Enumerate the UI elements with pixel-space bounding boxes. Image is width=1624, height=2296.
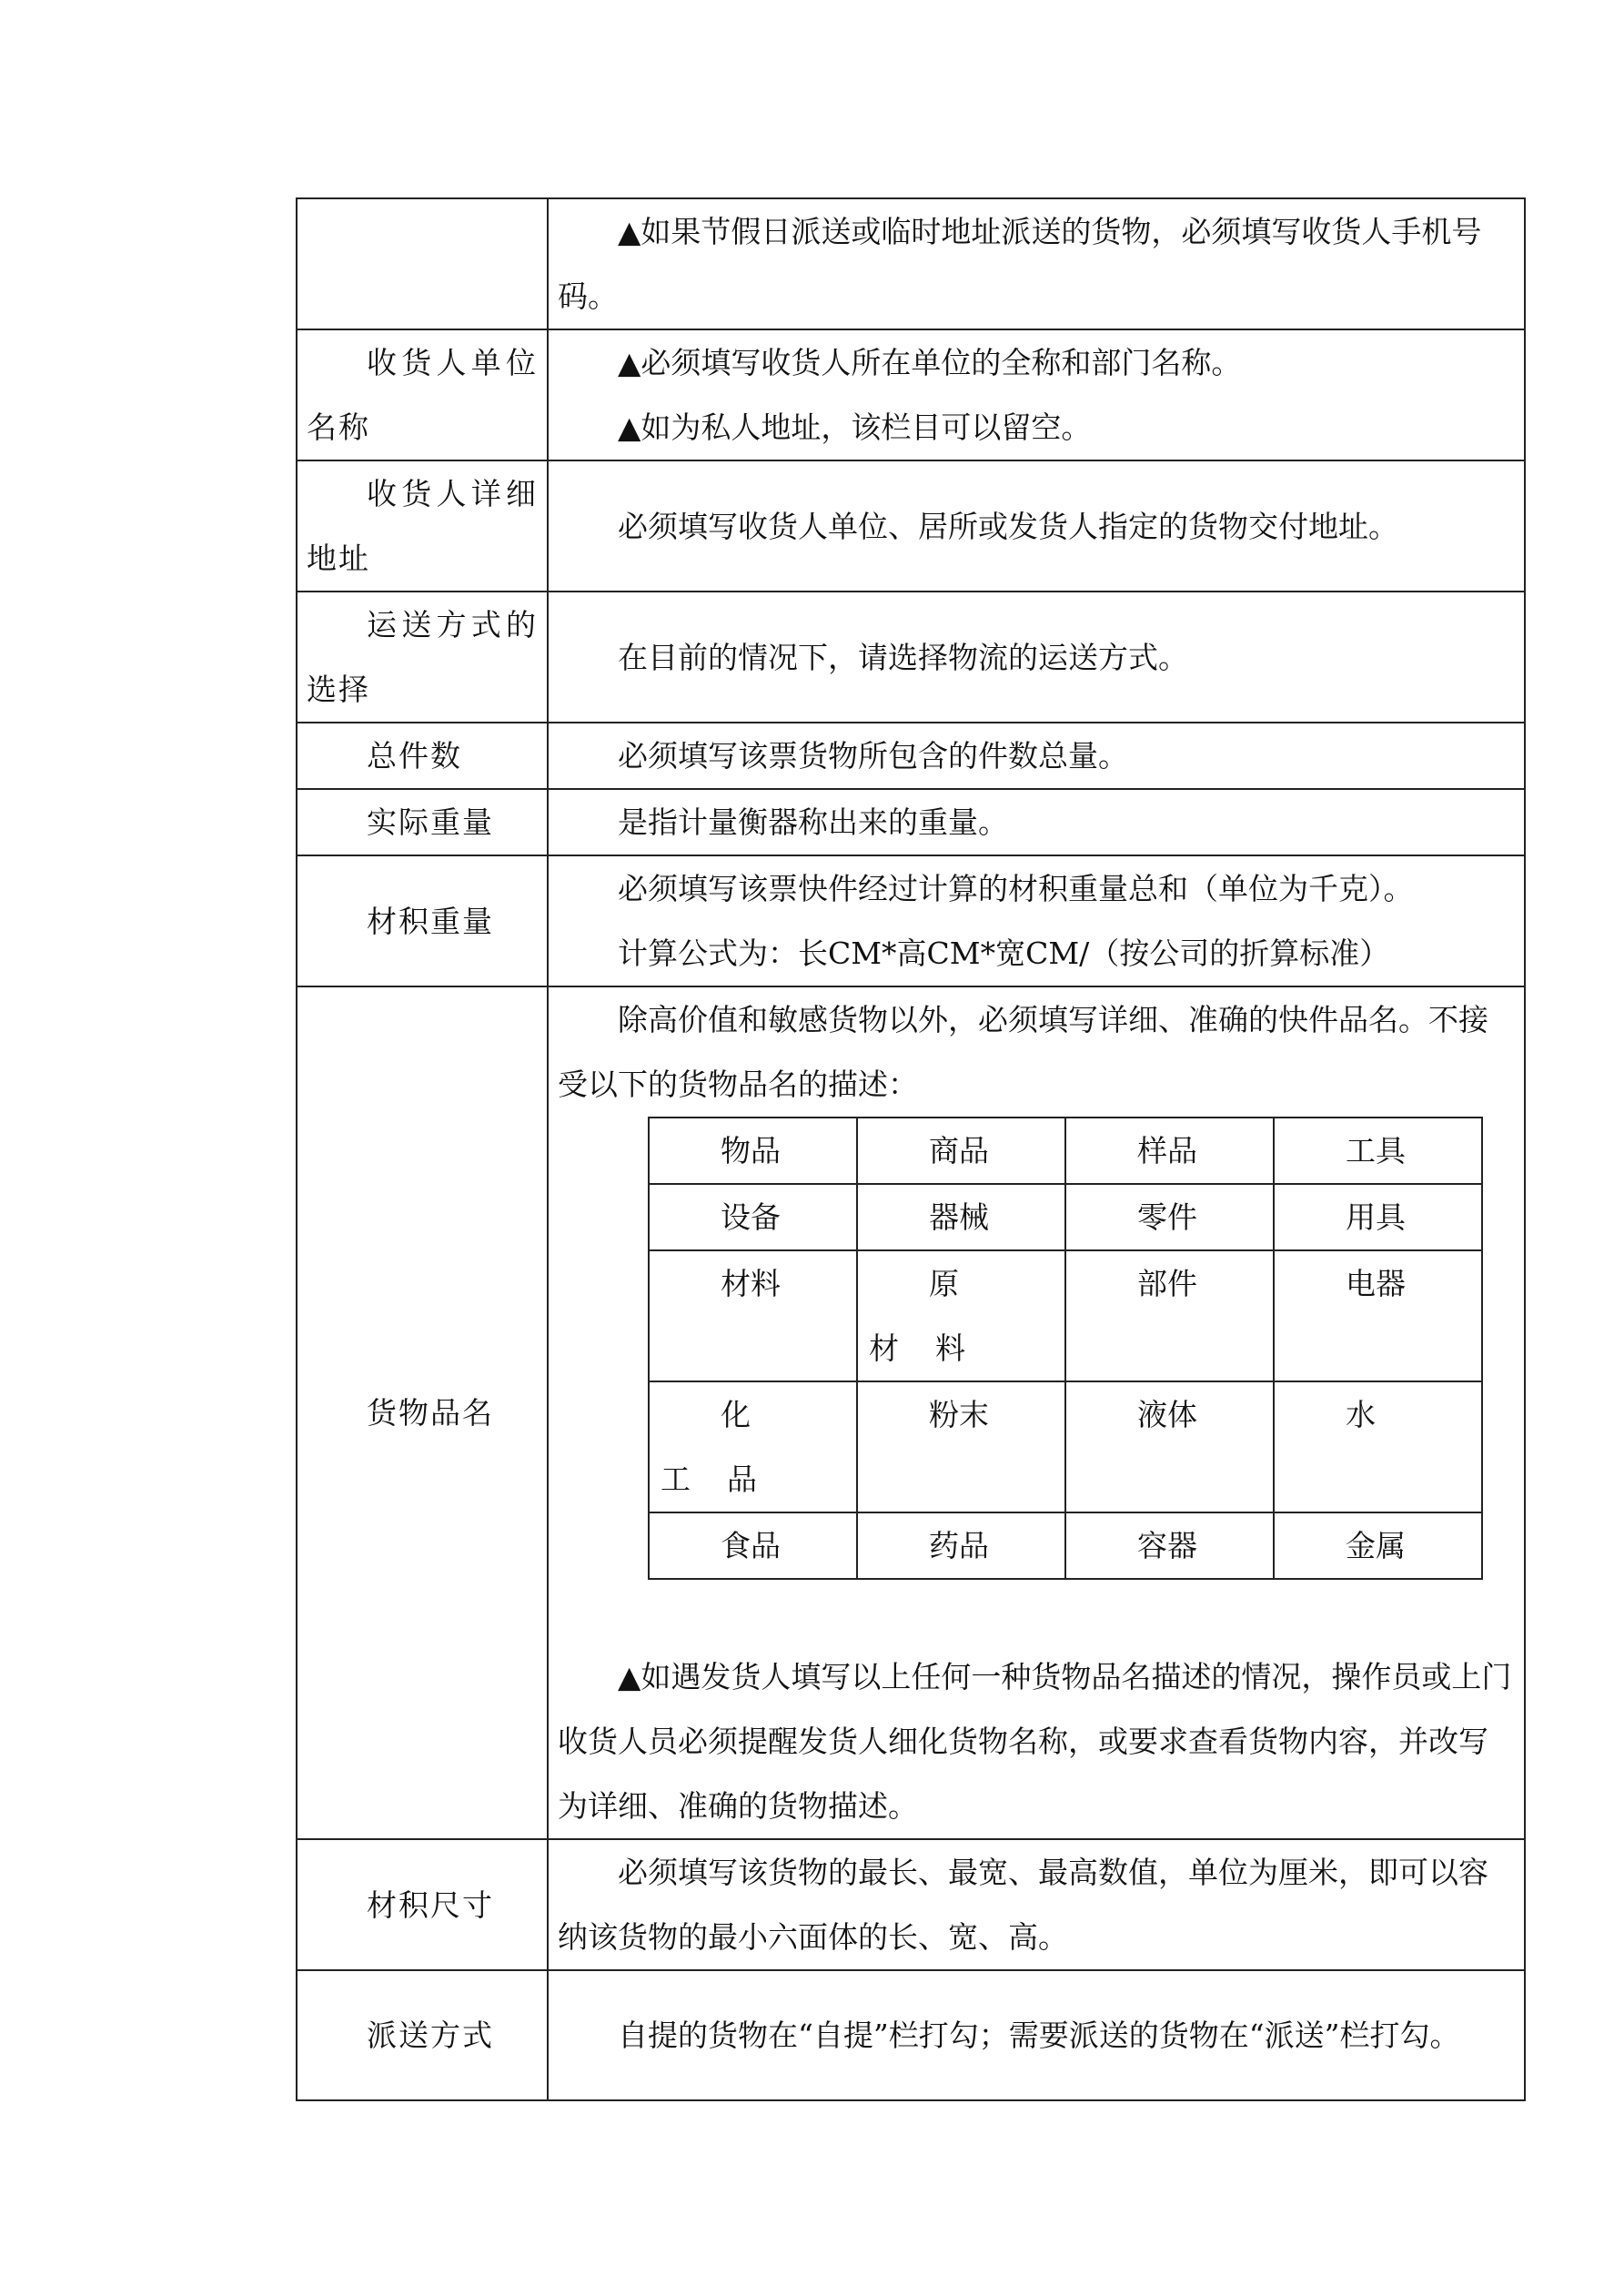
description-line: 在目前的情况下，请选择物流的运送方式。 bbox=[618, 639, 1188, 675]
goods-cell: 金属 bbox=[1274, 1512, 1482, 1579]
field-label: 总件数 bbox=[297, 723, 548, 789]
goods-cell: 商品 bbox=[857, 1118, 1065, 1184]
field-description bbox=[548, 592, 1525, 723]
waybill-instructions-table bbox=[296, 197, 1526, 2101]
goods-row bbox=[649, 1381, 1482, 1512]
table-row bbox=[297, 460, 1525, 592]
goods-cell: 化工品 bbox=[649, 1381, 857, 1512]
field-description bbox=[548, 723, 1525, 789]
field-description bbox=[548, 789, 1525, 855]
goods-cell: 粉末 bbox=[857, 1381, 1065, 1512]
description-line: ▲如果节假日派送或临时地址派送的货物，必须填写收货人手机号码。 bbox=[558, 214, 1482, 314]
goods-cell: 药品 bbox=[857, 1512, 1065, 1579]
description-line: ▲必须填写收货人所在单位的全称和部门名称。 bbox=[618, 345, 1242, 380]
table-row bbox=[297, 592, 1525, 723]
description-line: 必须填写该票快件经过计算的材积重量总和（单位为千克）。 bbox=[618, 871, 1414, 906]
goods-cell: 物品 bbox=[649, 1118, 857, 1184]
field-label: 材积重量 bbox=[297, 855, 548, 986]
table-row bbox=[297, 329, 1525, 460]
field-description bbox=[548, 329, 1525, 460]
table-row bbox=[297, 198, 1525, 329]
field-label: 货物品名 bbox=[297, 986, 548, 1839]
table-row bbox=[297, 789, 1525, 855]
goods-cell: 水 bbox=[1274, 1381, 1482, 1512]
goods-row bbox=[649, 1118, 1482, 1184]
goods-cell: 电器 bbox=[1274, 1250, 1482, 1381]
field-label: 派送方式 bbox=[297, 1970, 548, 2100]
description-line: 必须填写该货物的最长、最宽、最高数值，单位为厘米，即可以容纳该货物的最小六面体的长、宽、高。 bbox=[558, 1855, 1488, 1955]
goods-cell: 部件 bbox=[1065, 1250, 1274, 1381]
description-line: ▲如遇发货人填写以上任何一种货物品名描述的情况，操作员或上门收货人员必须提醒发货人细化货物名称，或要求查看货物内容，并改写为详细、准确的货物描述。 bbox=[558, 1659, 1512, 1824]
description-line: 除高价值和敏感货物以外，必须填写详细、准确的快件品名。不接受以下的货物品名的描述： bbox=[558, 1002, 1488, 1102]
goods-cell: 材料 bbox=[649, 1250, 857, 1381]
goods-cell: 原材料 bbox=[857, 1250, 1065, 1381]
field-label: 收货人详细地址 bbox=[297, 460, 548, 592]
table-row bbox=[297, 986, 1525, 1839]
field-label: 实际重量 bbox=[297, 789, 548, 855]
field-description bbox=[548, 855, 1525, 986]
description-line: 自提的货物在“自提”栏打勾；需要派送的货物在“派送”栏打勾。 bbox=[618, 2018, 1460, 2053]
goods-row bbox=[649, 1250, 1482, 1381]
goods-cell: 食品 bbox=[649, 1512, 857, 1579]
goods-row bbox=[649, 1512, 1482, 1579]
field-description bbox=[548, 986, 1525, 1839]
goods-row bbox=[649, 1184, 1482, 1250]
description-line: ▲如为私人地址，该栏目可以留空。 bbox=[618, 410, 1092, 445]
field-description bbox=[548, 1839, 1525, 1970]
description-line: 必须填写该票货物所包含的件数总量。 bbox=[618, 738, 1128, 774]
field-description bbox=[548, 460, 1525, 592]
field-label: 运送方式的选择 bbox=[297, 592, 548, 723]
description-line: 计算公式为：长CM*高CM*宽CM/（按公司的折算标准） bbox=[618, 936, 1390, 971]
rejected-goods-names-table bbox=[648, 1117, 1483, 1580]
goods-cell: 样品 bbox=[1065, 1118, 1274, 1184]
table-row bbox=[297, 723, 1525, 789]
goods-cell: 工具 bbox=[1274, 1118, 1482, 1184]
goods-cell: 用具 bbox=[1274, 1184, 1482, 1250]
field-label bbox=[297, 198, 548, 329]
table-row bbox=[297, 1839, 1525, 1970]
goods-cell: 液体 bbox=[1065, 1381, 1274, 1512]
description-line: 是指计量衡器称出来的重量。 bbox=[618, 804, 1008, 840]
table-row bbox=[297, 1970, 1525, 2100]
goods-cell: 零件 bbox=[1065, 1184, 1274, 1250]
goods-cell: 容器 bbox=[1065, 1512, 1274, 1579]
field-description bbox=[548, 1970, 1525, 2100]
goods-cell: 设备 bbox=[649, 1184, 857, 1250]
field-description bbox=[548, 198, 1525, 329]
table-row bbox=[297, 855, 1525, 986]
field-label: 收货人单位名称 bbox=[297, 329, 548, 460]
field-label: 材积尺寸 bbox=[297, 1839, 548, 1970]
description-line: 必须填写收货人单位、居所或发货人指定的货物交付地址。 bbox=[618, 508, 1398, 544]
goods-cell: 器械 bbox=[857, 1184, 1065, 1250]
